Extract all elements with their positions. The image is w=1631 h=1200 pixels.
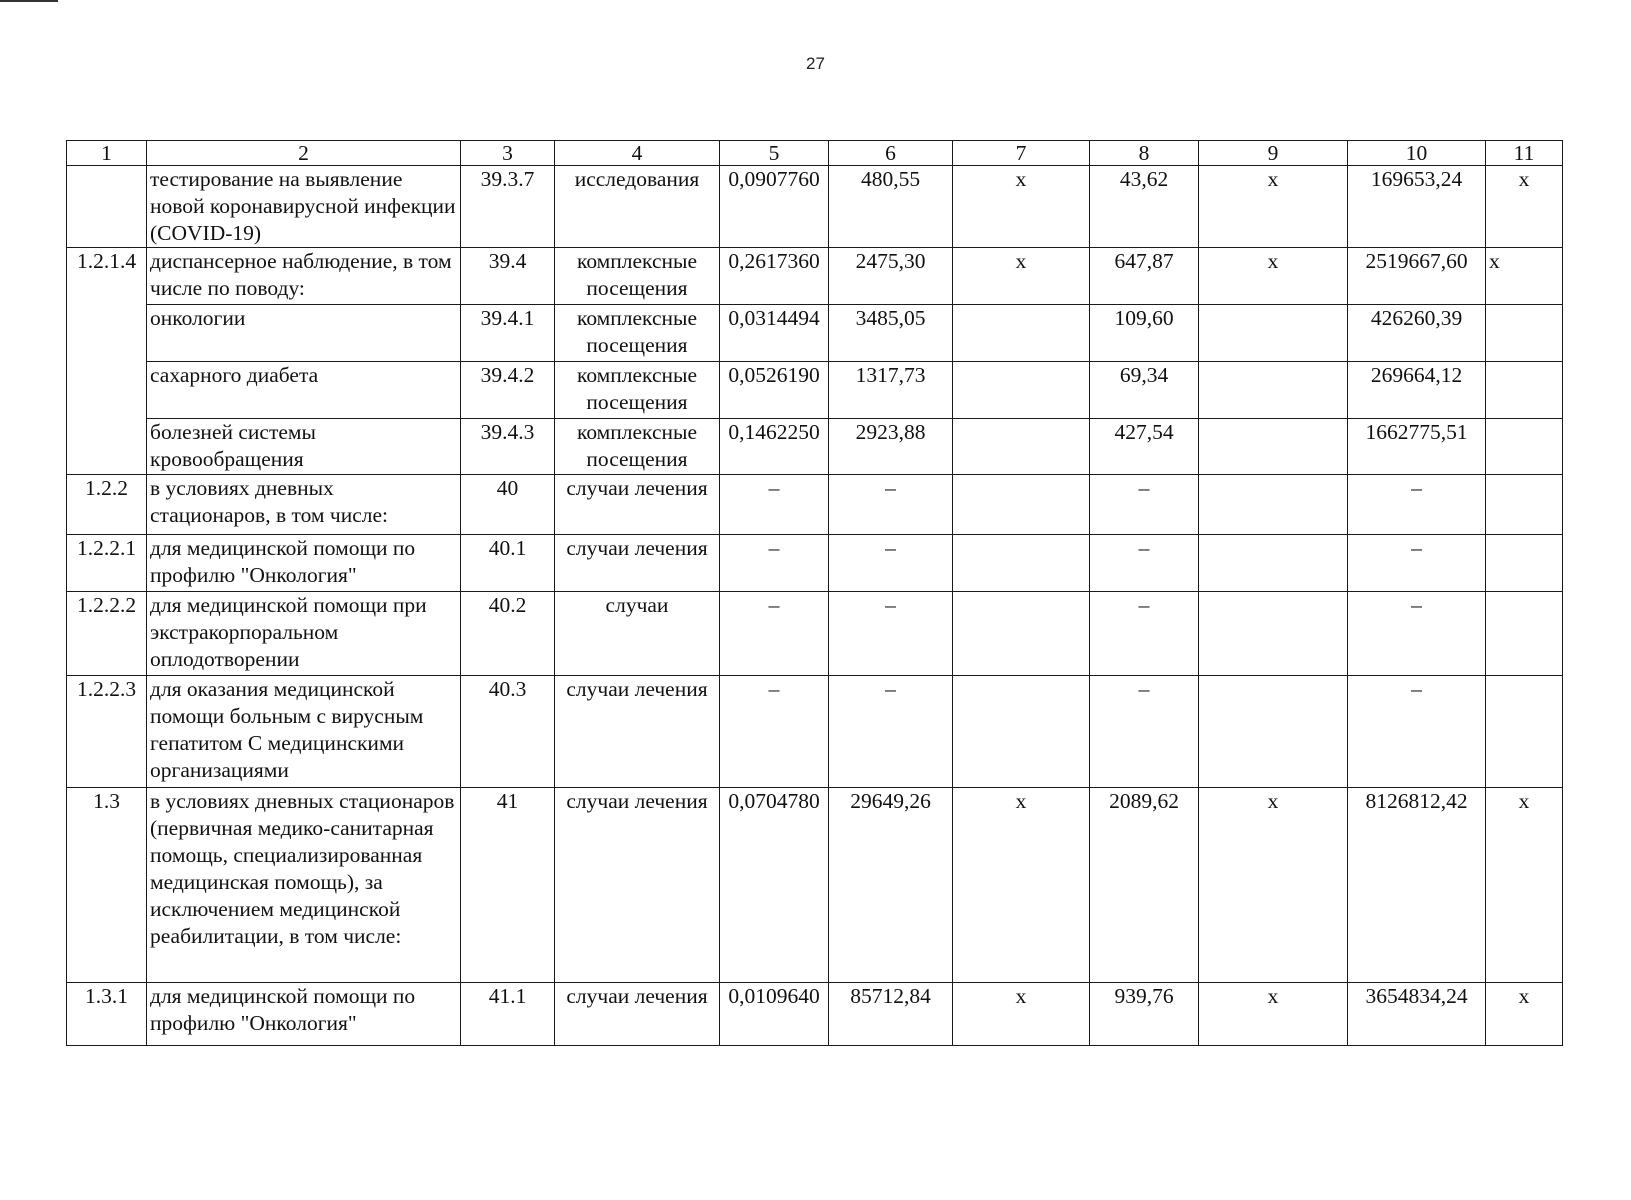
table-row — [67, 166, 1563, 248]
column-number: 3 — [461, 141, 555, 166]
row-description-cell: в условиях дневных стационаров, в том числе: — [147, 475, 461, 535]
row-value-cell: х — [1486, 248, 1563, 305]
row-unit-cell: случаи лечения — [555, 983, 720, 1046]
row-value-cell — [953, 475, 1090, 535]
row-value-cell — [953, 419, 1090, 475]
row-value-cell — [953, 592, 1090, 676]
row-value-cell: – — [1348, 475, 1486, 535]
row-value-cell: 2519667,60 — [1348, 248, 1486, 305]
row-description-cell: для медицинской помощи по профилю "Онкология" — [147, 535, 461, 592]
row-value-cell — [1486, 535, 1563, 592]
row-value-cell — [1199, 535, 1348, 592]
row-value-cell: – — [1090, 592, 1199, 676]
column-number: 5 — [720, 141, 829, 166]
row-value-cell: 647,87 — [1090, 248, 1199, 305]
table-row — [67, 983, 1563, 1046]
row-value-cell: – — [720, 676, 829, 788]
row-value-cell — [953, 535, 1090, 592]
row-code-cell: 41.1 — [461, 983, 555, 1046]
row-value-cell: х — [1199, 248, 1348, 305]
row-value-cell: 29649,26 — [829, 788, 953, 983]
row-value-cell: 169653,24 — [1348, 166, 1486, 248]
row-value-cell: 427,54 — [1090, 419, 1199, 475]
row-code-cell: 41 — [461, 788, 555, 983]
row-value-cell: х — [953, 166, 1090, 248]
row-unit-cell: случаи — [555, 592, 720, 676]
row-value-cell: – — [1348, 535, 1486, 592]
row-value-cell: 43,62 — [1090, 166, 1199, 248]
row-value-cell: – — [720, 535, 829, 592]
row-description-cell: для медицинской помощи по профилю "Онкология" — [147, 983, 461, 1046]
row-code-cell: 40.1 — [461, 535, 555, 592]
row-value-cell: 2923,88 — [829, 419, 953, 475]
row-value-cell: 939,76 — [1090, 983, 1199, 1046]
column-number: 7 — [953, 141, 1090, 166]
row-unit-cell: исследования — [555, 166, 720, 248]
row-value-cell: 0,0907760 — [720, 166, 829, 248]
row-code-cell: 39.3.7 — [461, 166, 555, 248]
row-index-cell — [67, 166, 147, 248]
column-number: 4 — [555, 141, 720, 166]
row-unit-cell: комплексные посещения — [555, 362, 720, 419]
row-unit-cell: случаи лечения — [555, 788, 720, 983]
row-value-cell: х — [1199, 983, 1348, 1046]
row-unit-cell: комплексные посещения — [555, 305, 720, 362]
table-header-row — [67, 141, 1563, 166]
row-value-cell: – — [1090, 535, 1199, 592]
row-index-cell: 1.2.1.4 — [67, 248, 147, 475]
row-code-cell: 39.4.2 — [461, 362, 555, 419]
row-code-cell: 40.3 — [461, 676, 555, 788]
row-value-cell — [953, 362, 1090, 419]
table-row — [67, 248, 1563, 305]
row-value-cell — [1199, 362, 1348, 419]
row-description-cell: в условиях дневных стационаров (первичная медико-санитарная помощь, специализированная медицинская помощь), за исключением медицинской реабилитации, в том числе: — [147, 788, 461, 983]
column-number: 2 — [147, 141, 461, 166]
row-value-cell: х — [1486, 983, 1563, 1046]
row-value-cell: 109,60 — [1090, 305, 1199, 362]
row-value-cell — [953, 305, 1090, 362]
scan-edge-mark — [0, 0, 58, 2]
row-value-cell: – — [1348, 592, 1486, 676]
row-code-cell: 39.4.3 — [461, 419, 555, 475]
row-value-cell — [1199, 305, 1348, 362]
column-number: 9 — [1199, 141, 1348, 166]
row-value-cell: – — [1090, 676, 1199, 788]
row-value-cell — [1486, 362, 1563, 419]
table-row — [67, 676, 1563, 788]
row-value-cell: х — [1486, 166, 1563, 248]
row-value-cell: 269664,12 — [1348, 362, 1486, 419]
row-unit-cell: случаи лечения — [555, 535, 720, 592]
row-value-cell: х — [1199, 788, 1348, 983]
row-code-cell: 39.4.1 — [461, 305, 555, 362]
row-value-cell: 0,0314494 — [720, 305, 829, 362]
row-value-cell: 8126812,42 — [1348, 788, 1486, 983]
row-value-cell: 85712,84 — [829, 983, 953, 1046]
row-description-cell: диспансерное наблюдение, в том числе по поводу: — [147, 248, 461, 305]
row-value-cell: 3654834,24 — [1348, 983, 1486, 1046]
row-value-cell: 0,0109640 — [720, 983, 829, 1046]
row-value-cell — [1486, 305, 1563, 362]
column-number: 6 — [829, 141, 953, 166]
row-value-cell: 1317,73 — [829, 362, 953, 419]
row-value-cell — [1486, 676, 1563, 788]
row-value-cell: 2475,30 — [829, 248, 953, 305]
row-description-cell: тестирование на выявление новой коронавирусной инфекции (COVID-19) — [147, 166, 461, 248]
table-row — [67, 592, 1563, 676]
table-row — [67, 419, 1563, 475]
row-description-cell: онкологии — [147, 305, 461, 362]
row-unit-cell: случаи лечения — [555, 475, 720, 535]
row-code-cell: 39.4 — [461, 248, 555, 305]
row-value-cell: х — [953, 248, 1090, 305]
row-value-cell — [1199, 419, 1348, 475]
table-row — [67, 475, 1563, 535]
table-row — [67, 788, 1563, 983]
row-value-cell: 3485,05 — [829, 305, 953, 362]
row-value-cell — [1486, 592, 1563, 676]
row-value-cell: 0,0704780 — [720, 788, 829, 983]
row-value-cell — [953, 676, 1090, 788]
row-description-cell: сахарного диабета — [147, 362, 461, 419]
row-index-cell: 1.3 — [67, 788, 147, 983]
row-description-cell: для медицинской помощи при экстракорпоральном оплодотворении — [147, 592, 461, 676]
row-value-cell: – — [829, 535, 953, 592]
page-number: 27 — [806, 54, 825, 73]
row-value-cell — [1486, 419, 1563, 475]
row-value-cell — [1486, 475, 1563, 535]
row-value-cell: х — [953, 983, 1090, 1046]
row-index-cell: 1.2.2 — [67, 475, 147, 535]
row-index-cell: 1.2.2.3 — [67, 676, 147, 788]
row-value-cell: – — [720, 475, 829, 535]
row-value-cell — [1199, 592, 1348, 676]
column-number: 1 — [67, 141, 147, 166]
row-index-cell: 1.2.2.2 — [67, 592, 147, 676]
row-value-cell: – — [720, 592, 829, 676]
row-value-cell: 0,2617360 — [720, 248, 829, 305]
row-code-cell: 40 — [461, 475, 555, 535]
data-table — [66, 140, 1563, 1046]
row-value-cell: 1662775,51 — [1348, 419, 1486, 475]
row-value-cell — [1199, 676, 1348, 788]
row-value-cell: – — [829, 475, 953, 535]
row-value-cell: 480,55 — [829, 166, 953, 248]
table-row — [67, 535, 1563, 592]
row-unit-cell: случаи лечения — [555, 676, 720, 788]
row-value-cell: х — [1486, 788, 1563, 983]
row-description-cell: болезней системы кровообращения — [147, 419, 461, 475]
row-unit-cell: комплексные посещения — [555, 248, 720, 305]
table-row — [67, 362, 1563, 419]
row-index-cell: 1.3.1 — [67, 983, 147, 1046]
row-value-cell: – — [829, 676, 953, 788]
row-unit-cell: комплексные посещения — [555, 419, 720, 475]
row-value-cell: 2089,62 — [1090, 788, 1199, 983]
row-value-cell: 426260,39 — [1348, 305, 1486, 362]
row-description-cell: для оказания медицинской помощи больным с вирусным гепатитом С медицинскими организациями — [147, 676, 461, 788]
row-index-cell: 1.2.2.1 — [67, 535, 147, 592]
row-value-cell: 69,34 — [1090, 362, 1199, 419]
row-value-cell: 0,1462250 — [720, 419, 829, 475]
column-number: 10 — [1348, 141, 1486, 166]
row-value-cell — [1199, 475, 1348, 535]
row-value-cell: – — [829, 592, 953, 676]
row-value-cell: – — [1090, 475, 1199, 535]
row-value-cell: – — [1348, 676, 1486, 788]
row-value-cell: х — [953, 788, 1090, 983]
row-value-cell: 0,0526190 — [720, 362, 829, 419]
column-number: 11 — [1486, 141, 1563, 166]
table-row — [67, 305, 1563, 362]
row-code-cell: 40.2 — [461, 592, 555, 676]
column-number: 8 — [1090, 141, 1199, 166]
row-value-cell: х — [1199, 166, 1348, 248]
